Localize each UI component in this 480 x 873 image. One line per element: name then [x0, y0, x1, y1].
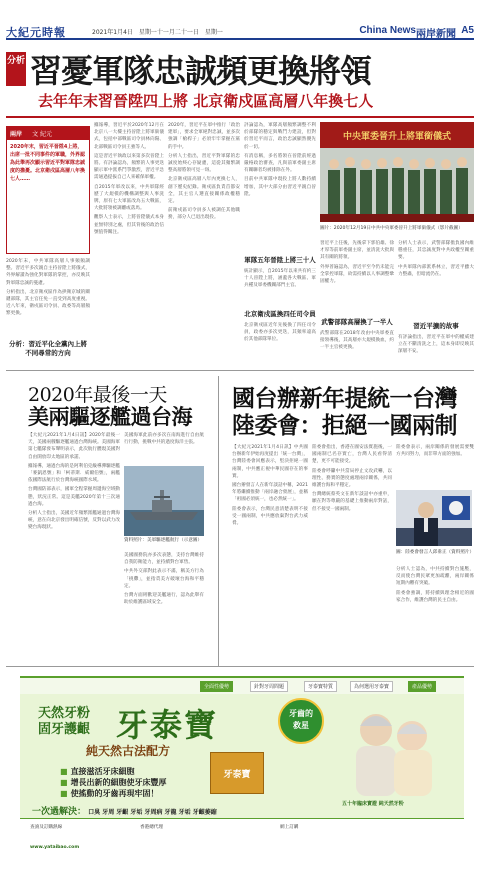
section-english: China News [359, 25, 416, 36]
lead-column-4: 評論認為，軍隊高層頻繁調整不利於部隊的穩定與戰鬥力建設，但對於習近平而言，政治忠誠顯然優先於一切。 有消息稱，多名將領在晉陞前經過嚴格政治審查，凡與前軍委副主席有關聯者均被排除在外。 目前中共軍隊中現役上將人數持續增加，其中大部分由習近平親自晉陞。 [244, 123, 316, 197]
article2-column-2: 美國海軍此前亦多次在南海進行自由航行行動，挑戰中共的過度海洋主張。 [124, 433, 204, 446]
analysis-tag: 分析 [6, 52, 26, 86]
photo-banner-text: 中央軍委晉升上將軍銜儀式 [342, 132, 452, 142]
ad-nav-item[interactable]: 牙泰寶特質 [304, 681, 337, 692]
article2-headline-line1[interactable]: 2020年最後一天 [28, 384, 167, 406]
ad-contact-label: 查詢及訂購熱線 [30, 825, 63, 830]
ad-nav-bar [20, 678, 464, 694]
lead-section-head-2: 軍隊五年晉陞上將三十人 [244, 256, 316, 264]
divider [6, 116, 474, 118]
article3-column-2: 陸委會指出，香港在國安法實施後，一國兩制已名存實亡，台灣人民看得清楚，更不可能接受。 陸委會呼籲中共當局停止文攻武嚇，以理性、務實的態度處理兩岸關係，共同維護台海和平穩定。 台灣總統蔡英文在新年談話中亦重申，願在對等尊嚴的基礎上推動兩岸對話，但不接受一國兩制。 [312, 445, 392, 512]
ad-product-box: 牙泰寶 [210, 752, 264, 794]
ad-contact-strip [20, 818, 464, 858]
article2-headline-line2[interactable]: 美兩驅逐艦過台海 [28, 404, 192, 429]
summary-header [7, 127, 89, 140]
ad-contact-label: 網上訂購 [280, 825, 299, 830]
ad-contact-label: 香港總代理 [140, 825, 163, 830]
summary-text: 2020年末，習近平晉陞4上將，出席一批不同事件的軍職，外界認為此舉再次顯示習近平對軍隊忠誠度的擔憂。北京衛戍區高層八年換七人…… [10, 144, 86, 182]
lead-section-head-1: 分析：習近平化全黨內上將不同尋常的方向 [9, 340, 87, 357]
divider [6, 370, 474, 371]
summary-author: 文 紀元 [32, 131, 53, 138]
lead-column-4c: 北京衛戍區近年先後換了四任司令員，政委亦多次更迭，其頻率遠高於其他部隊單位。 [244, 323, 316, 343]
article2-column-3: 美國國務院亦多次表態，支持台灣維持自我防衛能力，並持續對台軍售。 中共外交部對此表示不滿，稱美方行為「挑釁」，並指責美方破壞台海和平穩定。 台灣方面則歡迎美艦通行，認為此舉有助於維護區域安全。 [124, 553, 204, 606]
ceremony-photo [320, 122, 474, 222]
summary-label: 兩岸 [10, 131, 23, 138]
official-caption: 圖：陸委會發言人邱垂正（資料照片） [396, 550, 475, 555]
ad-solve-items: 口臭 牙周 牙齦 牙垢 牙周病 牙龍 牙垢 牙齦萎縮 [88, 809, 217, 816]
lead-subheadline: 去年年末習晉陞四上將 北京衛戍區高層八年換七人 [38, 92, 374, 110]
lead-headline[interactable]: 習憂軍隊忠誠頻更換將領 [30, 52, 372, 90]
ad-slogan-line: 天然牙粉 [38, 706, 91, 721]
ad-bullet-list [60, 766, 167, 799]
ad-slogan-line: 固牙護齦 [38, 722, 91, 737]
ad-bullet: ■ 直接滋活牙床細胞 [60, 767, 135, 776]
page-number: A5 [461, 25, 474, 36]
ad-slogan-2: 純天然古法配方 [86, 744, 171, 758]
ad-badge-line: 牙齒的 [289, 709, 313, 718]
lead-column-1: 2020年末，中共軍隊高層人事頻頻調整。習近平多次親自主持晉陞上將儀式，外界解讀為強化對軍隊的掌控，亦反映其對軍隊忠誠的憂慮。 分析指出，北京衛戍區作為拱衛京城的關鍵部隊，其主官任免一直受到高度重視。近八年來，衛戍區司令員、政委等高層頻繁更換。 [6, 259, 90, 317]
ship-caption: 資料照片：美軍驅逐艦航行（示意圖） [124, 538, 203, 543]
masthead-brand: 大紀元時報 [6, 26, 66, 39]
article3-column-4: 分析人士認為，中共持續對台施壓，反而使台灣民眾更加疏離，兩岸關係短期內難有突破。 陸委會強調，將持續與理念相近的國家合作，維護台灣的民主自由。 [396, 567, 474, 603]
photo-caption: 圖片：2020年12月19日中共中央軍委晉升上將軍銜儀式（影片截圖） [320, 226, 463, 231]
lead-column-5b: 武警部隊在2018年改由中央軍委直接領導後，其高層亦大規模換血，約一半主官被更換。 [320, 331, 394, 351]
ad-photo-caption: 五十年臨床實證 純天然牙粉 [342, 801, 404, 807]
destroyer-photo [124, 466, 204, 536]
page-header [6, 24, 474, 40]
lead-section-head-5: 習近平擴的故事 [413, 322, 459, 330]
lead-column-3: 2020年，習近平在軍中推行「政治建軍」，要求全軍絕對忠誠，並多次強調「槍桿子」必須牢牢掌握在黨的手中。 分析人士指出，習近平對軍隊的忠誠度始終心存疑慮，這從其頻繁調整高層將領可見一斑。 北京衛戍區高層八年內更換七人，創下歷史紀錄。衛戍區負責首都安全，其主官人選直接關係政權穩定。 前衛戍區司令員多人被調任其他職務，部分人已退出現役。 [168, 123, 240, 221]
ad-badge [278, 698, 324, 744]
ad-nav-item[interactable]: 產品優勢 [408, 681, 436, 692]
ad-slogan-1 [38, 706, 90, 738]
ad-badge-line: 救星 [293, 721, 309, 730]
article3-headline-line2[interactable]: 陸委會：拒絕一國兩制 [232, 412, 457, 439]
lead-column-4b: 統計顯示，自2015年以來共有約三十人晉陞上將，涵蓋各大戰區、軍兵種及軍委機關部門主官。 [244, 269, 316, 289]
official-photo [396, 490, 472, 546]
vertical-divider [218, 376, 219, 666]
ad-nav-item[interactable]: 針對牙周問題 [250, 681, 288, 692]
lead-column-6b: 有評論指出，習近平在軍中的權威建立在不斷清洗之上，這本身即反映其深層不安。 [398, 335, 474, 355]
ad-nav-item[interactable]: 全面性優勢 [200, 681, 233, 692]
issue-date: 2021年1月4日 星期一十一月二十一日 星期一 [92, 29, 223, 36]
ad-nav-item[interactable]: 為何選用牙泰寶 [350, 681, 393, 692]
article3-column-3: 陸委會表示，兩岸關係的發展需要雙方共同努力，而非單方面的強加。 [396, 445, 474, 458]
article3-headline-line1[interactable]: 國台辦新年提統一台灣 [232, 385, 457, 412]
ad-solve-label: 一次過解決： [32, 807, 87, 817]
ad-solve-line [32, 804, 217, 817]
ad-website[interactable]: www.yataibao.com [30, 845, 80, 850]
ad-bullet: ■ 使搖動的牙齒再現牢固！ [60, 789, 159, 798]
lead-column-5: 習近平上任後，先後拿下郭伯雄、徐才厚等前軍委副主席，並清洗大批與其有關的將領。 外界普遍認為，習近平至今仍未能完全掌控軍隊，故需持續以人事調整鞏固權力。 [320, 241, 394, 285]
ad-brand-name: 牙泰寶 [116, 706, 219, 744]
lead-column-2: 據報導，習近平於2020年12月在北京八一大樓主持晉陞上將軍銜儀式，包括中部戰區司令員林向陽、北部戰區司令員王強等人。 這是習近平執政以來第多次晉陞上將。有評論認為，頻繁的人事更迭顯示軍中派系鬥爭激烈，習近平急需通過提拔自己人來確保軍權。 自2015年軍改以來，中共軍隊經歷了大規模的機構調整與人事洗牌，原有七大軍區改為五大戰區，大批將領被調離或落馬。 觀察人士表示，上將晉陞儀式本身並無特別之處，但其背後的政治信號值得關注。 [94, 123, 164, 235]
lead-section-head-4: 武警部隊高層換了一半人 [321, 318, 393, 326]
lead-column-6: 分析人士表示，武警部隊擔負國內維穩重任，其忠誠度對中共政權至關重要。 中共軍隊內部派系林立，習近平雖大力整肅，但暗流仍在。 [398, 241, 474, 277]
lead-summary-box [6, 126, 90, 254]
section-title: 兩岸新聞 [416, 29, 456, 40]
lead-section-head-3: 北京衛戍區換四任司令員 [244, 310, 316, 318]
article3-column-1: 【大紀元2021年1月4日訊】中共國台辦新年伊始再度提出「統一台灣」，台灣陸委會回應表示，堅決拒絕一國兩制，中共應正視中華民國存在的事實。 國台辦發言人在新年談話中稱，2021年將繼續推動「兩岸融合發展」，並稱「祖國必須統一，也必然統一」。 陸委會表示，台灣民意清楚表明不接受一國兩制，中共應放棄對台武力威脅。 [232, 445, 308, 527]
advertisement-yataibao[interactable] [20, 676, 464, 858]
article2-column-1: 【大紀元2021年1月4日訊】2020年最後一天，美國兩艘驅逐艦通過台灣海峽。美國海軍第七艦隊發布聲明表示，此次航行體現美國對自由開放印太地區的承諾。 據報導，通過台海的是阿利伯克級導彈驅逐艦「麥凱恩號」和「柯蒂斯．威爾伯號」，兩艦依國際法航行於台灣海峽國際水域。 台灣國防部表示，國軍全程掌握周邊海空域動態，狀況正常。這是美艦2020年第十三次通過台海。 分析人士指出，美國近年頻繁派艦通過台灣海峽，意在向北京發出明確信號，反對以武力改變台海現狀。 [28, 433, 120, 531]
ad-bullet: ■ 增長出新的細胞使牙床豐厚 [60, 778, 167, 787]
ad-couple-photo [338, 700, 448, 796]
divider [6, 666, 474, 667]
